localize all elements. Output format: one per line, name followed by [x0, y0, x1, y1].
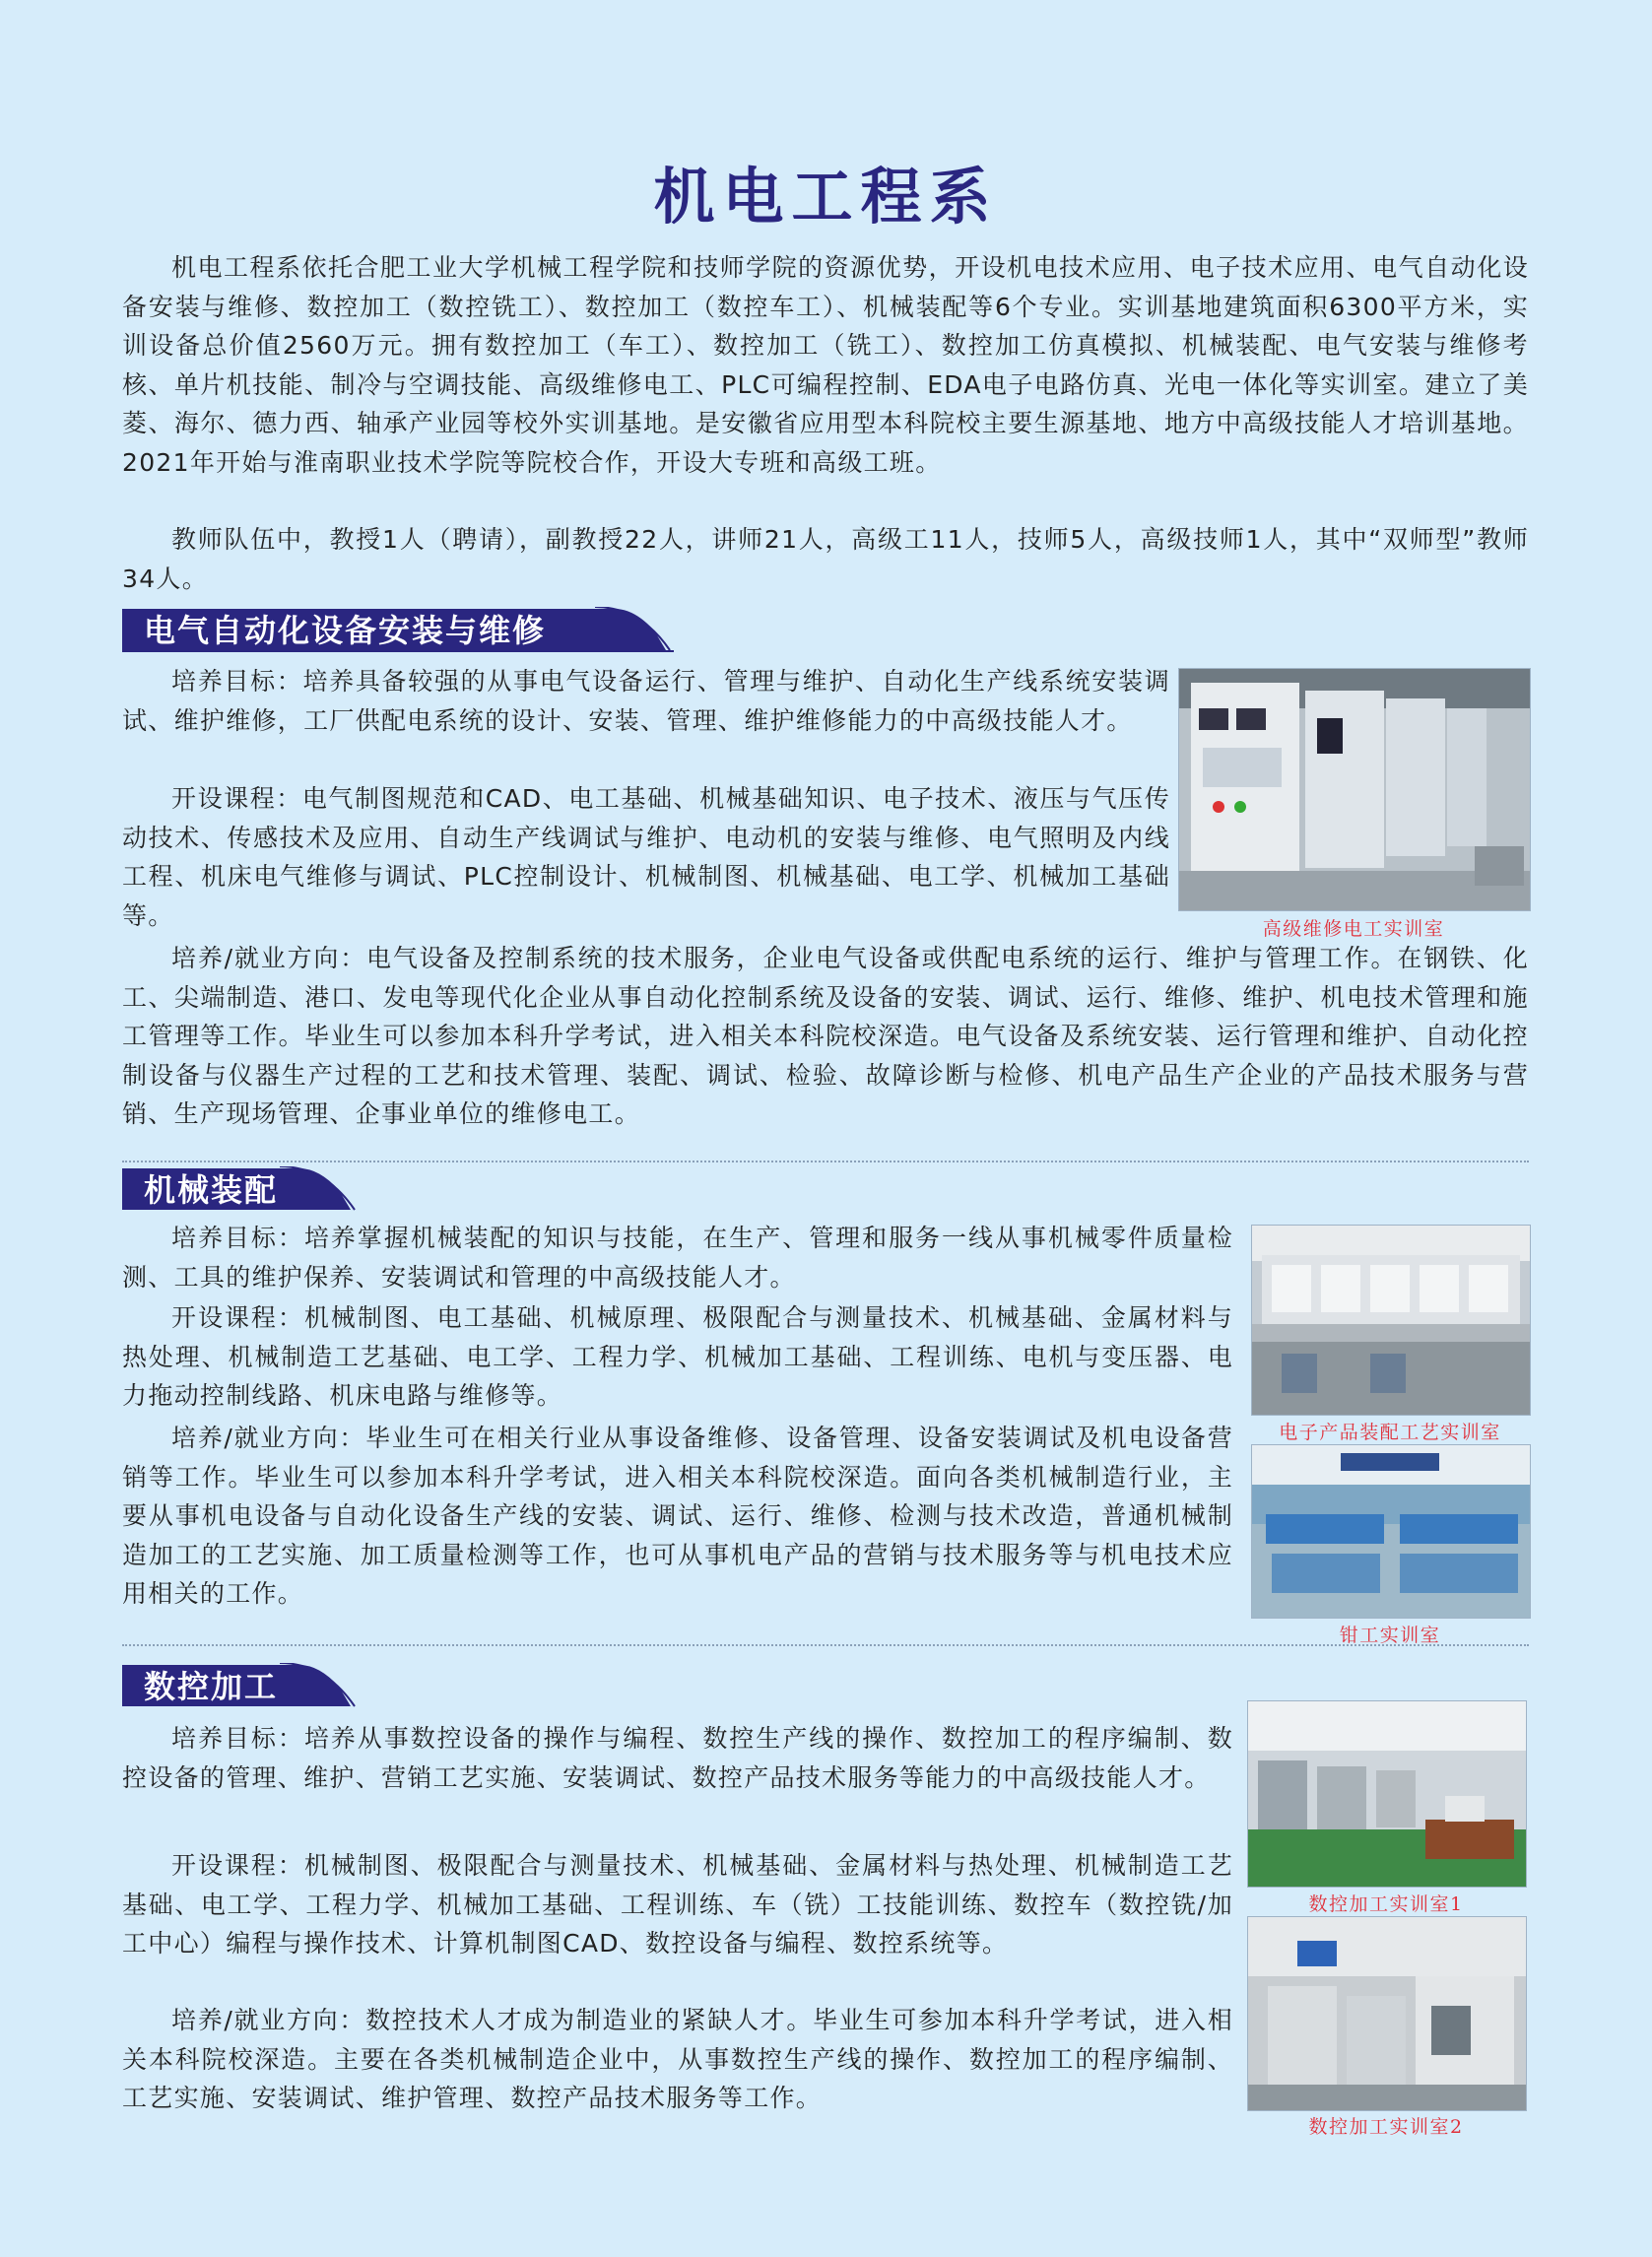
photo-caption: 数控加工实训室2	[1308, 2116, 1464, 2138]
section-career: 培养/就业方向：数控技术人才成为制造业的紧缺人才。毕业生可参加本科升学考试，进入相关本科院校深造。主要在各类机械制造企业中，从事数控生产线的操作、数控加工的程序编制、工艺实施、安装调试、维护管理、数控产品技术服务等工作。	[122, 2006, 1233, 2112]
section-heading-mechanical-assembly	[122, 1166, 359, 1212]
section-goal: 培养目标：培养从事数控设备的操作与编程、数控生产线的操作、数控加工的程序编制、数控设备的管理、维护、营销工艺实施、安装调试、数控产品技术服务等能力的中高级技能人才。	[122, 1724, 1233, 1792]
lab-photo-fitter	[1251, 1444, 1531, 1619]
page-title: 机电工程系	[653, 161, 999, 232]
lab-photo-cnc-1	[1247, 1700, 1527, 1888]
section-career: 培养/就业方向：毕业生可在相关行业从事设备维修、设备管理、设备安装调试及机电设备营销等工作。毕业生可以参加本科升学考试，进入相关本科院校深造。面向各类机械制造行业，主要从事机电设备与自动化设备生产线的安装、调试、运行、维修、检测与技术改造，普通机械制造加工的工艺实施、加工质量检测等工作，也可从事机电产品的营销与技术服务等与机电技术应用相关的工作。	[122, 1424, 1233, 1608]
section-courses: 开设课程：电气制图规范和CAD、电工基础、机械基础知识、电子技术、液压与气压传动技术、传感技术及应用、自动生产线调试与维护、电动机的安装与维修、电气照明及内线工程、机床电气维修与调试、PLC控制设计、机械制图、机械基础、电工学、机械加工基础等。	[122, 784, 1170, 930]
intro-paragraph-2: 教师队伍中，教授1人（聘请），副教授22人，讲师21人，高级工11人，技师5人，高级技师1人，其中“双师型”教师34人。	[122, 525, 1529, 593]
section-heading-cnc	[122, 1663, 359, 1708]
photo-caption: 电子产品装配工艺实训室	[1279, 1422, 1501, 1443]
section-goal: 培养目标：培养具备较强的从事电气设备运行、管理与维护、自动化生产线系统安装调试、维护维修，工厂供配电系统的设计、安装、管理、维护维修能力的中高级技能人才。	[122, 667, 1170, 735]
section-heading-label: 数控加工	[144, 1668, 279, 1705]
lab-photo-electronics-assembly	[1251, 1225, 1531, 1416]
section-courses: 开设课程：机械制图、极限配合与测量技术、机械基础、金属材料与热处理、机械制造工艺基础、电工学、工程力学、机械加工基础、工程训练、车（铣）工技能训练、数控车（数控铣/加工中心）编程与操作技术、计算机制图CAD、数控设备与编程、数控系统等。	[122, 1851, 1233, 1958]
photo-caption: 高级维修电工实训室	[1262, 918, 1445, 940]
section-divider	[122, 1161, 1529, 1162]
section-career: 培养/就业方向：电气设备及控制系统的技术服务，企业电气设备或供配电系统的运行、维护与管理工作。在钢铁、化工、尖端制造、港口、发电等现代化企业从事自动化控制系统及设备的安装、调试、运行、维修、维护、机电技术管理和施工管理等工作。毕业生可以参加本科升学考试，进入相关本科院校深造。电气设备及系统安装、运行管理和维护、自动化控制设备与仪器生产过程的工艺和技术管理、装配、调试、检验、故障诊断与检修、机电产品生产企业的产品技术服务与营销、生产现场管理、企事业单位的维修电工。	[122, 944, 1529, 1128]
section-heading-label: 电气自动化设备安装与维修	[144, 612, 547, 649]
section-courses: 开设课程：机械制图、电工基础、机械原理、极限配合与测量技术、机械基础、金属材料与热处理、机械制造工艺基础、电工学、工程力学、机械加工基础、工程训练、电机与变压器、电力拖动控制线路、机床电路与维修等。	[122, 1303, 1233, 1410]
lab-photo-cnc-2	[1247, 1916, 1527, 2111]
lab-photo-electrician	[1178, 668, 1531, 911]
section-heading-label: 机械装配	[144, 1171, 279, 1209]
section-heading-electrical	[122, 607, 674, 652]
intro-paragraph-1: 机电工程系依托合肥工业大学机械工程学院和技师学院的资源优势，开设机电技术应用、电子技术应用、电气自动化设备安装与维修、数控加工（数控铣工）、数控加工（数控车工）、机械装配等6个专业。实训基地建筑面积6300平方米，实训设备总价值2560万元。拥有数控加工（车工）、数控加工（铣工）、数控加工仿真模拟、机械装配、电气安装与维修考核、单片机技能、制冷与空调技能、高级维修电工、PLC可编程控制、EDA电子电路仿真、光电一体化等实训室。建立了美菱、海尔、德力西、轴承产业园等校外实训基地。是安徽省应用型本科院校主要生源基地、地方中高级技能人才培训基地。2021年开始与淮南职业技术学院等院校合作，开设大专班和高级工班。	[122, 253, 1529, 477]
photo-caption: 钳工实训室	[1339, 1625, 1441, 1646]
section-goal: 培养目标：培养掌握机械装配的知识与技能，在生产、管理和服务一线从事机械零件质量检测、工具的维护保养、安装调试和管理的中高级技能人才。	[122, 1224, 1233, 1292]
photo-caption: 数控加工实训室1	[1308, 1893, 1464, 1915]
section-divider	[122, 1644, 1529, 1646]
